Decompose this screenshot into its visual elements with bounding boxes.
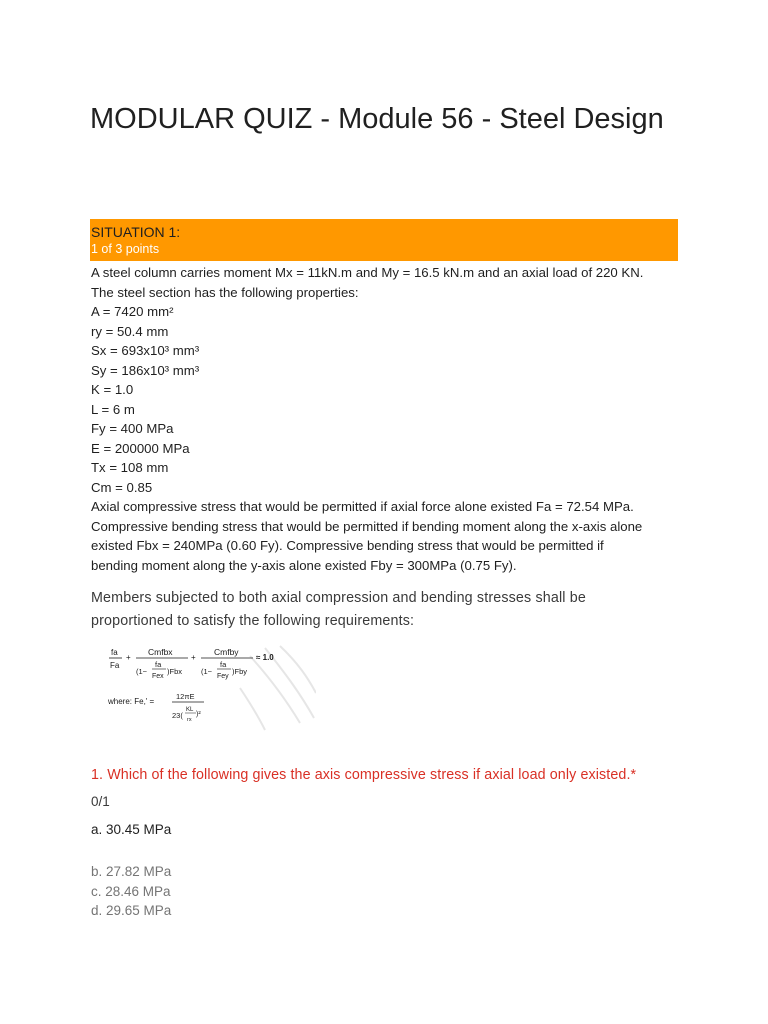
- formula-cmfbx: Cmfbx: [148, 647, 173, 657]
- situation-line: bending moment along the y-axis alone existed Fby = 300MPa (0.75 Fy).: [91, 557, 517, 573]
- situation-points: 1 of 3 points: [91, 242, 160, 256]
- answer-option[interactable]: b. 27.82 MPa: [91, 864, 172, 879]
- answer-option[interactable]: d. 29.65 MPa: [91, 903, 172, 919]
- formula-fex: Fex: [152, 673, 164, 680]
- formula-denom-23: 23(: [172, 711, 183, 720]
- answer-options: [91, 862, 171, 921]
- formula-Fa: Fa: [110, 661, 120, 670]
- formula-fbx: )Fbx: [167, 667, 182, 676]
- selected-answer[interactable]: a. 30.45 MPa: [91, 822, 172, 837]
- formula-kl: KL: [186, 707, 194, 713]
- formula-sq: )²: [196, 711, 201, 718]
- formula-fa: fa: [111, 648, 118, 657]
- requirements-text: Members subjected to both axial compression and bending stresses shall be proportioned to satisfy the following requirements:: [91, 590, 586, 629]
- formula-fey: Fey: [217, 673, 229, 680]
- situation-line: E = 200000 MPa: [91, 440, 190, 456]
- formula-cmfby: Cmfby: [214, 647, 239, 657]
- formula-12pie: 12πE: [176, 692, 195, 701]
- situation-line: A = 7420 mm²: [91, 304, 174, 319]
- formula-fa-x: fa: [155, 660, 162, 669]
- situation-line: K = 1.0: [91, 382, 134, 397]
- situation-line: Sy = 186x10³ mm³: [91, 362, 200, 378]
- formula-watermark: [240, 646, 316, 730]
- interaction-formula-image: [100, 638, 316, 731]
- situation-line: Cm = 0.85: [91, 479, 153, 495]
- formula-plus-1: +: [126, 653, 131, 662]
- required-asterisk: *: [630, 767, 637, 783]
- formula-where: where: Fe,' =: [108, 697, 155, 706]
- formula-rx: rx: [187, 717, 192, 723]
- answer-option[interactable]: c. 28.46 MPa: [91, 883, 171, 899]
- situation-title: SITUATION 1:: [91, 224, 181, 240]
- situation-line: Sx = 693x10³ mm³: [91, 343, 200, 358]
- situation-line: Compressive bending stress that would be permitted if bending moment along the x-axis alone: [91, 518, 643, 534]
- situation-line: Tx = 108 mm: [91, 460, 169, 475]
- situation-line: Axial compressive stress that would be permitted if axial force alone existed Fa = 72.54 MPa.: [91, 499, 634, 514]
- question-label: 1. Which of the following gives the axis compressive stress if axial load only existed.: [91, 767, 631, 783]
- situation-body: [91, 263, 691, 575]
- situation-line: ry = 50.4 mm: [91, 323, 169, 339]
- formula-fa-y: fa: [220, 660, 227, 669]
- situation-line: L = 6 m: [91, 401, 135, 417]
- formula-one-minus-x: (1−: [136, 667, 148, 676]
- situation-line: A steel column carries moment Mx = 11kN.m and My = 16.5 kN.m and an axial load of 220 KN.: [91, 265, 644, 280]
- formula-plus-2: +: [191, 653, 196, 662]
- formula-fby: )Fby: [232, 667, 247, 676]
- question-text: [91, 765, 711, 785]
- page-title: MODULAR QUIZ - Module 56 - Steel Design: [90, 103, 664, 135]
- formula-one-minus-y: (1−: [201, 667, 213, 676]
- formula-le-one: ≈ 1.0: [256, 653, 274, 662]
- situation-line: existed Fbx = 240MPa (0.60 Fy). Compressive bending stress that would be permitted if: [91, 538, 604, 553]
- question-score: 0/1: [91, 794, 110, 809]
- situation-line: Fy = 400 MPa: [91, 421, 174, 436]
- situation-line: The steel section has the following properties:: [91, 284, 359, 300]
- situation-header: [90, 219, 678, 261]
